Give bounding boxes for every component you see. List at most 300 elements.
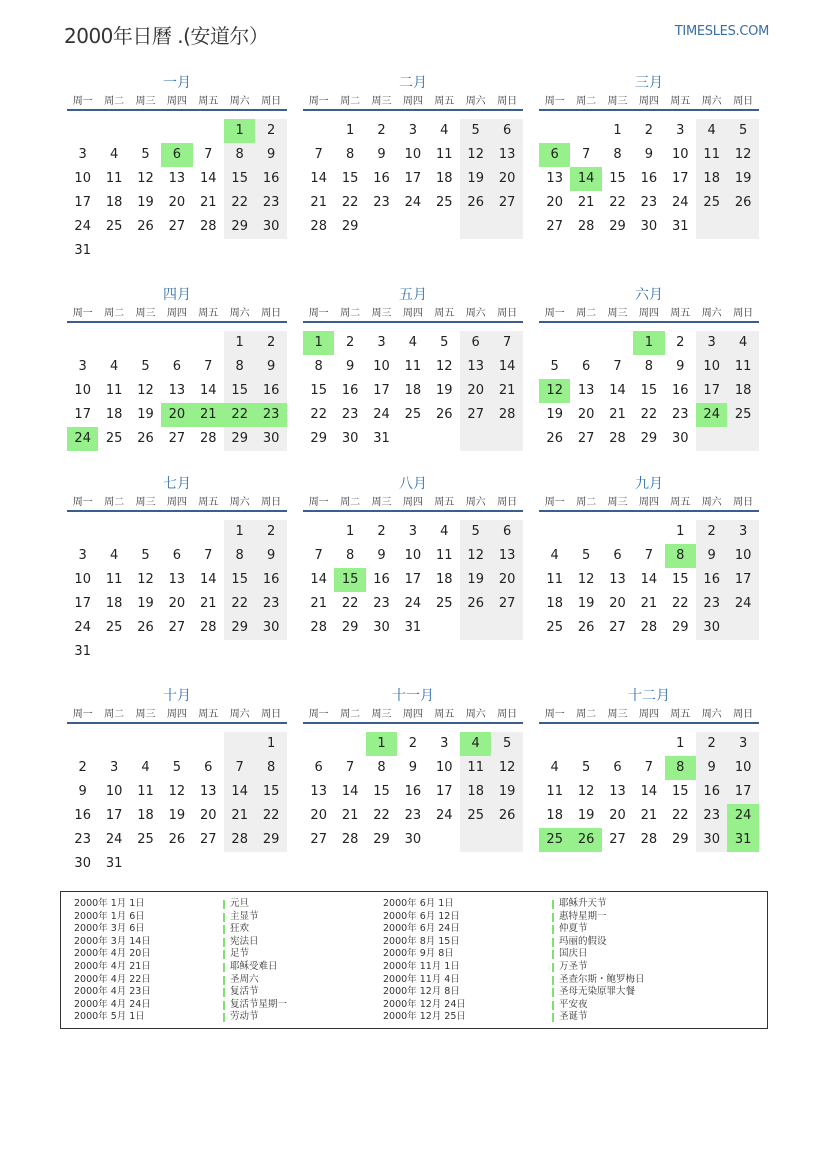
calendar-day: 30 bbox=[74, 856, 91, 871]
calendar-day: 5 bbox=[172, 760, 182, 775]
calendar-day: 13 bbox=[310, 784, 327, 799]
calendar-day: 9 bbox=[255, 355, 286, 379]
weekday-label: 周日 bbox=[497, 497, 518, 508]
weekday-label: 周四 bbox=[402, 96, 423, 107]
calendar-day: 28 bbox=[491, 403, 522, 427]
calendar-day: 26 bbox=[577, 620, 595, 635]
calendar-day: 17 bbox=[74, 596, 91, 611]
calendar-day: 24 bbox=[672, 195, 689, 210]
weekday-label: 周五 bbox=[198, 308, 219, 319]
weekday-label: 周四 bbox=[402, 709, 423, 720]
calendar-day: 18 bbox=[137, 808, 154, 823]
weekday-label: 周五 bbox=[198, 497, 219, 508]
calendar-day: 18 bbox=[105, 407, 123, 422]
calendar-day: 15 bbox=[255, 780, 286, 804]
calendar-day: 16 bbox=[341, 383, 359, 398]
calendar-day: 18 bbox=[460, 780, 491, 804]
calendar-day: 30 bbox=[640, 219, 658, 234]
calendar-day: 28 bbox=[200, 219, 217, 234]
calendar-day: 18 bbox=[546, 596, 563, 611]
calendar-day: 29 bbox=[341, 219, 359, 234]
calendar-day: 16 bbox=[74, 808, 91, 823]
calendar-day: 20 bbox=[460, 379, 491, 403]
calendar-day: 2 bbox=[696, 520, 727, 544]
month-name: 九月 bbox=[635, 476, 663, 492]
legend-holiday-name: 劳动节 bbox=[223, 1011, 287, 1024]
calendar-day: 15 bbox=[224, 379, 255, 403]
weekday-label: 周一 bbox=[544, 497, 565, 508]
legend-date: 2000年 6月 12日 bbox=[383, 910, 460, 922]
calendar-day: 29 bbox=[640, 431, 658, 446]
weekday-label: 周四 bbox=[166, 497, 187, 508]
weekday-label: 周二 bbox=[104, 96, 125, 107]
legend-date: 2000年 12月 25日 bbox=[383, 1011, 466, 1023]
weekday-label: 周五 bbox=[434, 497, 455, 508]
calendar-day: 29 bbox=[224, 215, 255, 239]
weekday-label: 周三 bbox=[135, 308, 156, 319]
calendar-day: 7 bbox=[204, 147, 213, 162]
weekday-label: 周四 bbox=[166, 96, 187, 107]
calendar-day: 3 bbox=[408, 123, 418, 138]
weekday-label: 周二 bbox=[104, 497, 125, 508]
calendar-day: 23 bbox=[672, 407, 689, 422]
calendar-day: 14 bbox=[609, 383, 626, 398]
calendar-day: 6 bbox=[581, 359, 591, 374]
calendar-day: 4 bbox=[460, 732, 491, 756]
calendar-day: 2 bbox=[408, 736, 418, 751]
calendar-day: 9 bbox=[676, 359, 685, 374]
calendar-day: 29 bbox=[224, 616, 255, 640]
legend-holiday-name: 足节 bbox=[223, 948, 287, 961]
calendar-day: 3 bbox=[676, 123, 685, 138]
weekday-label: 周一 bbox=[308, 709, 329, 720]
calendar-day: 22 bbox=[224, 403, 255, 427]
calendar-day: 13 bbox=[200, 784, 217, 799]
calendar-day: 12 bbox=[577, 572, 595, 587]
legend-date: 2000年 9月 8日 bbox=[383, 948, 454, 960]
weekday-label: 周日 bbox=[497, 308, 518, 319]
weekday-label: 周五 bbox=[434, 308, 455, 319]
calendar-day: 23 bbox=[255, 191, 286, 215]
calendar-day: 25 bbox=[696, 191, 727, 215]
calendar-day: 3 bbox=[78, 359, 87, 374]
weekday-label: 周日 bbox=[733, 96, 754, 107]
calendar-day: 9 bbox=[255, 544, 286, 568]
calendar-day: 6 bbox=[613, 548, 622, 563]
calendar-day: 9 bbox=[377, 147, 386, 162]
calendar-day: 13 bbox=[168, 171, 186, 186]
calendar-day: 1 bbox=[676, 736, 685, 751]
calendar-day: 27 bbox=[577, 431, 595, 446]
calendar-day: 10 bbox=[696, 355, 727, 379]
weekday-label: 周六 bbox=[701, 497, 722, 508]
weekday-label: 周三 bbox=[607, 308, 628, 319]
calendar-day: 29 bbox=[310, 431, 327, 446]
calendar-day: 15 bbox=[373, 784, 390, 799]
calendar-day: 1 bbox=[345, 123, 355, 138]
calendar-day: 17 bbox=[404, 572, 422, 587]
calendar-day: 28 bbox=[224, 828, 255, 852]
calendar-day: 10 bbox=[105, 784, 123, 799]
calendar-day: 12 bbox=[436, 359, 453, 374]
legend-date: 2000年 1月 6日 bbox=[74, 910, 145, 922]
calendar-day: 4 bbox=[550, 760, 559, 775]
calendar-day: 9 bbox=[644, 147, 654, 162]
calendar-day: 2 bbox=[255, 119, 286, 143]
legend-holiday-name: 仲夏节 bbox=[552, 923, 645, 936]
calendar-empty-cell bbox=[460, 215, 491, 239]
weekday-label: 周六 bbox=[229, 96, 250, 107]
calendar-day: 8 bbox=[644, 359, 654, 374]
calendar-empty-cell bbox=[491, 828, 522, 852]
weekday-label: 周二 bbox=[576, 96, 597, 107]
month-name: 十二月 bbox=[628, 688, 670, 704]
calendar-day: 10 bbox=[404, 548, 422, 563]
calendar-day: 9 bbox=[696, 544, 727, 568]
weekday-header bbox=[539, 708, 759, 724]
calendar-day: 2 bbox=[78, 760, 87, 775]
calendar-day: 11 bbox=[404, 359, 422, 374]
weekday-label: 周二 bbox=[104, 709, 125, 720]
calendar-day: 12 bbox=[491, 756, 522, 780]
calendar-day: 26 bbox=[460, 592, 491, 616]
calendar-day: 23 bbox=[640, 195, 658, 210]
calendar-day: 19 bbox=[460, 568, 491, 592]
calendar-day: 21 bbox=[200, 195, 217, 210]
weekday-label: 周六 bbox=[701, 709, 722, 720]
calendar-day: 4 bbox=[109, 548, 119, 563]
calendar-day: 3 bbox=[408, 524, 418, 539]
calendar-day: 24 bbox=[67, 427, 98, 451]
weekday-label: 周五 bbox=[198, 709, 219, 720]
calendar-day: 20 bbox=[546, 195, 563, 210]
calendar-day: 20 bbox=[577, 407, 595, 422]
calendar-day: 22 bbox=[341, 596, 359, 611]
calendar-day: 10 bbox=[404, 147, 422, 162]
calendar-day: 11 bbox=[546, 572, 563, 587]
calendar-day: 19 bbox=[436, 383, 453, 398]
calendar-day: 3 bbox=[440, 736, 449, 751]
calendar-day: 13 bbox=[546, 171, 563, 186]
legend-date: 2000年 3月 6日 bbox=[74, 923, 145, 935]
calendar-day: 9 bbox=[78, 784, 87, 799]
calendar-empty-cell bbox=[224, 732, 255, 756]
weekday-label: 周一 bbox=[544, 96, 565, 107]
calendar-day: 22 bbox=[672, 596, 689, 611]
calendar-day: 14 bbox=[640, 784, 658, 799]
calendar-day: 21 bbox=[193, 403, 224, 427]
calendar-day: 5 bbox=[550, 359, 559, 374]
calendar-empty-cell bbox=[727, 616, 758, 640]
calendar-day: 11 bbox=[105, 572, 123, 587]
weekday-label: 周四 bbox=[638, 308, 659, 319]
weekday-label: 周四 bbox=[638, 497, 659, 508]
weekday-label: 周三 bbox=[371, 308, 392, 319]
calendar-day: 19 bbox=[577, 808, 595, 823]
calendar-day: 13 bbox=[460, 355, 491, 379]
calendar-day: 9 bbox=[408, 760, 418, 775]
legend-date: 2000年 8月 15日 bbox=[383, 935, 460, 947]
weekday-label: 周三 bbox=[371, 96, 392, 107]
calendar-day: 7 bbox=[613, 359, 622, 374]
weekday-label: 周日 bbox=[497, 96, 518, 107]
month-name: 八月 bbox=[399, 476, 427, 492]
weekday-label: 周五 bbox=[670, 709, 691, 720]
calendar-day: 20 bbox=[161, 403, 192, 427]
calendar-day: 1 bbox=[366, 732, 397, 756]
calendar-day: 21 bbox=[640, 596, 658, 611]
legend-date: 2000年 12月 24日 bbox=[383, 998, 466, 1010]
weekday-label: 周五 bbox=[670, 497, 691, 508]
calendar-day: 17 bbox=[74, 195, 91, 210]
calendar-day: 26 bbox=[137, 431, 154, 446]
calendar-day: 21 bbox=[224, 804, 255, 828]
calendar-day: 4 bbox=[141, 760, 150, 775]
weekday-label: 周三 bbox=[371, 497, 392, 508]
month-name: 五月 bbox=[399, 287, 427, 303]
weekday-label: 周一 bbox=[72, 308, 93, 319]
calendar-day: 18 bbox=[436, 171, 453, 186]
calendar-empty-cell bbox=[491, 215, 522, 239]
calendar-day: 31 bbox=[74, 644, 91, 659]
calendar-day: 8 bbox=[377, 760, 386, 775]
calendar-day: 30 bbox=[696, 616, 727, 640]
calendar-day: 13 bbox=[168, 572, 186, 587]
calendar-day: 28 bbox=[200, 431, 217, 446]
calendar-day: 23 bbox=[341, 407, 359, 422]
weekday-label: 周六 bbox=[701, 96, 722, 107]
calendar-day: 19 bbox=[460, 167, 491, 191]
calendar-day: 7 bbox=[204, 548, 213, 563]
calendar-day: 31 bbox=[105, 856, 123, 871]
calendar-day: 1 bbox=[676, 524, 685, 539]
calendar-day: 21 bbox=[609, 407, 626, 422]
weekday-label: 周五 bbox=[670, 308, 691, 319]
calendar-day: 27 bbox=[546, 219, 563, 234]
calendar-day: 31 bbox=[74, 243, 91, 258]
calendar-day: 15 bbox=[334, 568, 365, 592]
calendar-day: 5 bbox=[460, 119, 491, 143]
calendar-day: 5 bbox=[491, 732, 522, 756]
calendar-day: 3 bbox=[78, 147, 87, 162]
calendar-day: 29 bbox=[341, 620, 359, 635]
weekday-header bbox=[303, 708, 523, 724]
calendar-day: 22 bbox=[609, 195, 626, 210]
calendar-day: 18 bbox=[727, 379, 758, 403]
calendar-day: 11 bbox=[436, 548, 453, 563]
weekday-header bbox=[67, 307, 287, 323]
weekday-label: 周日 bbox=[261, 308, 282, 319]
weekday-label: 周二 bbox=[576, 308, 597, 319]
legend-date: 2000年 11月 1日 bbox=[383, 960, 460, 972]
legend-date: 2000年 4月 21日 bbox=[74, 960, 151, 972]
calendar-day: 4 bbox=[440, 123, 449, 138]
calendar-day: 3 bbox=[727, 520, 758, 544]
calendar-day: 16 bbox=[696, 568, 727, 592]
calendar-day: 7 bbox=[345, 760, 355, 775]
calendar-day: 20 bbox=[200, 808, 217, 823]
calendar-day: 8 bbox=[224, 355, 255, 379]
calendar-day: 10 bbox=[74, 383, 91, 398]
calendar-day: 8 bbox=[314, 359, 323, 374]
calendar-day: 20 bbox=[168, 195, 186, 210]
calendar-day: 12 bbox=[168, 784, 186, 799]
calendar-day: 15 bbox=[609, 171, 626, 186]
calendar-day: 7 bbox=[581, 147, 591, 162]
calendar-day: 19 bbox=[546, 407, 563, 422]
site-link[interactable]: TIMESLES.COM bbox=[674, 24, 769, 39]
month-name: 三月 bbox=[635, 75, 663, 91]
calendar-day: 6 bbox=[314, 760, 323, 775]
legend-names-right bbox=[552, 898, 645, 1024]
calendar-day: 14 bbox=[200, 572, 217, 587]
calendar-day: 2 bbox=[377, 524, 386, 539]
calendar-day: 22 bbox=[373, 808, 390, 823]
calendar-day: 23 bbox=[74, 832, 91, 847]
weekday-label: 周日 bbox=[497, 709, 518, 720]
calendar-day: 2 bbox=[377, 123, 386, 138]
calendar-day: 11 bbox=[546, 784, 563, 799]
calendar-day: 22 bbox=[255, 804, 286, 828]
calendar-day: 16 bbox=[640, 171, 658, 186]
weekday-label: 周日 bbox=[261, 709, 282, 720]
calendar-day: 13 bbox=[609, 572, 626, 587]
calendar-day: 1 bbox=[224, 331, 255, 355]
weekday-label: 周二 bbox=[340, 308, 361, 319]
calendar-day: 22 bbox=[310, 407, 327, 422]
calendar-day: 21 bbox=[577, 195, 595, 210]
calendar-day: 24 bbox=[404, 195, 422, 210]
calendar-day: 22 bbox=[672, 808, 689, 823]
weekday-label: 周二 bbox=[340, 96, 361, 107]
weekday-label: 周六 bbox=[465, 497, 486, 508]
calendar-day: 19 bbox=[491, 780, 522, 804]
calendar-day: 18 bbox=[436, 572, 453, 587]
calendar-day: 27 bbox=[168, 219, 186, 234]
weekday-label: 周五 bbox=[198, 96, 219, 107]
calendar-day: 6 bbox=[172, 548, 182, 563]
calendar-day: 19 bbox=[137, 195, 154, 210]
weekday-header bbox=[539, 95, 759, 111]
calendar-day: 25 bbox=[404, 407, 422, 422]
legend-holiday-name: 耶稣受难日 bbox=[223, 961, 287, 974]
weekday-label: 周四 bbox=[638, 96, 659, 107]
calendar-day: 15 bbox=[672, 784, 689, 799]
calendar-day: 29 bbox=[672, 832, 689, 847]
calendar-day: 19 bbox=[168, 808, 186, 823]
calendar-day: 24 bbox=[436, 808, 453, 823]
calendar-empty-cell bbox=[727, 215, 758, 239]
calendar-day: 2 bbox=[255, 520, 286, 544]
weekday-label: 周五 bbox=[434, 709, 455, 720]
calendar-day: 13 bbox=[577, 383, 595, 398]
weekday-label: 周二 bbox=[576, 497, 597, 508]
calendar-day: 6 bbox=[613, 760, 622, 775]
calendar-day: 9 bbox=[255, 143, 286, 167]
calendar-day: 20 bbox=[609, 808, 626, 823]
calendar-day: 14 bbox=[200, 171, 217, 186]
weekday-label: 周四 bbox=[638, 709, 659, 720]
calendar-day: 12 bbox=[137, 171, 154, 186]
calendar-day: 5 bbox=[460, 520, 491, 544]
weekday-label: 周日 bbox=[733, 709, 754, 720]
calendar-day: 31 bbox=[727, 828, 758, 852]
calendar-day: 20 bbox=[168, 596, 186, 611]
calendar-day: 1 bbox=[255, 732, 286, 756]
calendar-day: 9 bbox=[696, 756, 727, 780]
calendar-day: 8 bbox=[345, 147, 355, 162]
calendar-day: 12 bbox=[460, 143, 491, 167]
calendar-day: 18 bbox=[105, 596, 123, 611]
calendar-day: 23 bbox=[696, 592, 727, 616]
legend-holiday-name: 圣查尔斯・鲍罗梅日 bbox=[552, 974, 645, 987]
legend-holiday-name: 复活节 bbox=[223, 986, 287, 999]
calendar-day: 17 bbox=[727, 568, 758, 592]
calendar-day: 28 bbox=[310, 620, 327, 635]
calendar-day: 30 bbox=[341, 431, 359, 446]
calendar-day: 3 bbox=[696, 331, 727, 355]
calendar-day: 24 bbox=[74, 219, 91, 234]
calendar-day: 20 bbox=[609, 596, 626, 611]
weekday-label: 周六 bbox=[465, 308, 486, 319]
calendar-day: 30 bbox=[255, 616, 286, 640]
calendar-day: 21 bbox=[200, 596, 217, 611]
calendar-day: 5 bbox=[141, 359, 150, 374]
weekday-label: 周一 bbox=[544, 709, 565, 720]
calendar-day: 31 bbox=[373, 431, 390, 446]
legend-date: 2000年 5月 1日 bbox=[74, 1011, 145, 1023]
calendar-day: 8 bbox=[665, 756, 696, 780]
calendar-day: 23 bbox=[373, 195, 390, 210]
calendar-day: 17 bbox=[105, 808, 123, 823]
calendar-day: 4 bbox=[440, 524, 449, 539]
calendar-day: 23 bbox=[255, 592, 286, 616]
calendar-day: 11 bbox=[696, 143, 727, 167]
legend-holiday-name: 耶稣升天节 bbox=[552, 898, 645, 911]
month-name: 四月 bbox=[163, 287, 191, 303]
calendar-day: 12 bbox=[460, 544, 491, 568]
calendar-empty-cell bbox=[727, 427, 758, 451]
legend-date: 2000年 6月 1日 bbox=[383, 898, 454, 909]
calendar-day: 15 bbox=[310, 383, 327, 398]
calendar-day: 23 bbox=[373, 596, 390, 611]
weekday-header bbox=[67, 708, 287, 724]
weekday-label: 周三 bbox=[135, 96, 156, 107]
weekday-label: 周日 bbox=[733, 497, 754, 508]
weekday-label: 周日 bbox=[261, 497, 282, 508]
calendar-day: 12 bbox=[727, 143, 758, 167]
calendar-day: 8 bbox=[224, 143, 255, 167]
calendar-day: 16 bbox=[672, 383, 689, 398]
calendar-day: 6 bbox=[491, 119, 522, 143]
calendar-day: 14 bbox=[640, 572, 658, 587]
calendar-empty-cell bbox=[491, 616, 522, 640]
calendar-day: 6 bbox=[161, 143, 192, 167]
weekday-label: 周五 bbox=[670, 96, 691, 107]
calendar-day: 29 bbox=[609, 219, 626, 234]
legend-holiday-name: 宪法日 bbox=[223, 936, 287, 949]
calendar-day: 18 bbox=[696, 167, 727, 191]
calendar-day: 1 bbox=[345, 524, 355, 539]
calendar-day: 14 bbox=[341, 784, 359, 799]
weekday-label: 周三 bbox=[135, 709, 156, 720]
weekday-label: 周二 bbox=[104, 308, 125, 319]
calendar-day: 3 bbox=[78, 548, 87, 563]
calendar-day: 10 bbox=[74, 572, 91, 587]
calendar-day: 10 bbox=[74, 171, 91, 186]
calendar-day: 27 bbox=[609, 620, 626, 635]
calendar-day: 14 bbox=[491, 355, 522, 379]
